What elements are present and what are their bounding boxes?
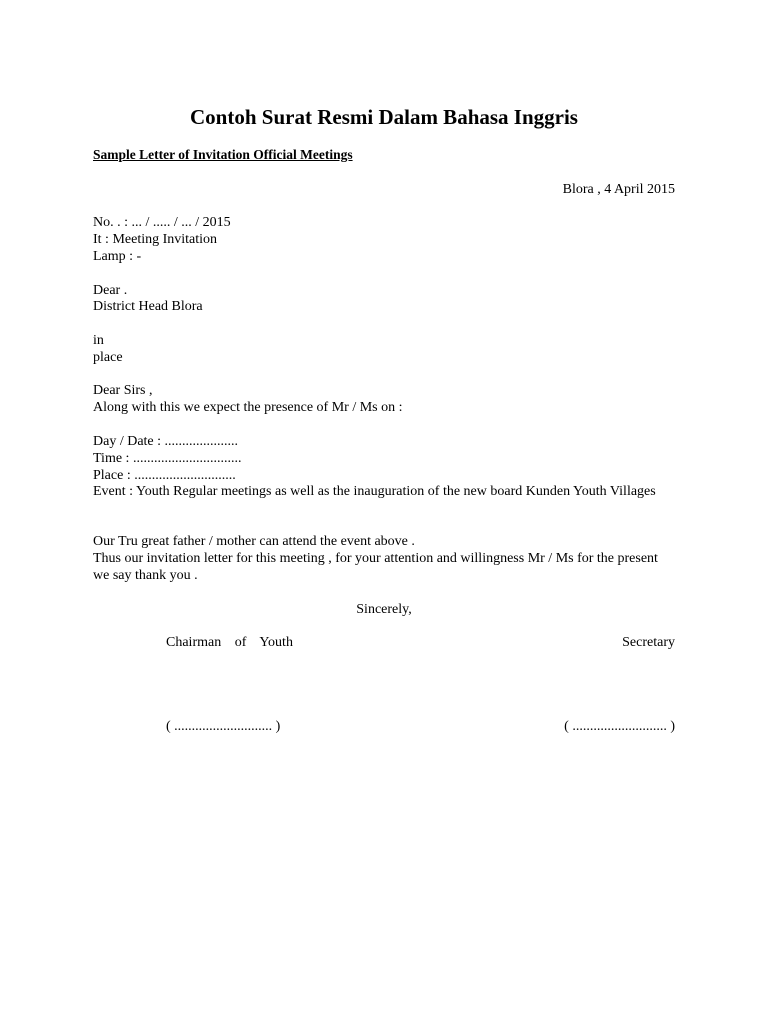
document-subtitle: Sample Letter of Invitation Official Meetings xyxy=(93,147,353,162)
secretary-label: Secretary xyxy=(622,635,675,650)
chairman-label: Chairman of Youth xyxy=(166,635,293,650)
letter-number: No. . : ... / ..... / ... / 2015 xyxy=(93,215,231,230)
greeting: Dear Sirs , xyxy=(93,383,153,398)
recipient-in: in xyxy=(93,333,104,348)
closing-paragraph-1: Our Tru great father / mother can attend the event above . xyxy=(93,534,415,549)
place-line: Place : ............................. xyxy=(93,468,236,483)
letter-subject: It : Meeting Invitation xyxy=(93,232,218,247)
time-line: Time : ............................... xyxy=(93,451,242,466)
salutation-to: Dear . xyxy=(93,283,128,298)
document-title: Contoh Surat Resmi Dalam Bahasa Inggris xyxy=(190,105,578,129)
letter-date: Blora , 4 April 2015 xyxy=(562,182,675,197)
event-line: Event : Youth Regular meetings as well as the inauguration of the new board Kunden Youth Villages xyxy=(93,484,656,499)
recipient-place: place xyxy=(93,350,123,365)
chairman-signature-line: ( ............................ ) xyxy=(166,719,281,734)
secretary-signature-line: ( ........................... ) xyxy=(564,719,675,734)
letter-attachment: Lamp : - xyxy=(93,249,142,264)
intro-paragraph: Along with this we expect the presence of Mr / Ms on : xyxy=(93,400,403,415)
sincerely-text: Sincerely, xyxy=(356,602,412,617)
closing-paragraph-2: Thus our invitation letter for this meeting , for your attention and willingness Mr / Ms for the present we say thank you . xyxy=(93,551,658,583)
recipient-name: District Head Blora xyxy=(93,299,203,314)
day-date-line: Day / Date : ..................... xyxy=(93,434,239,449)
